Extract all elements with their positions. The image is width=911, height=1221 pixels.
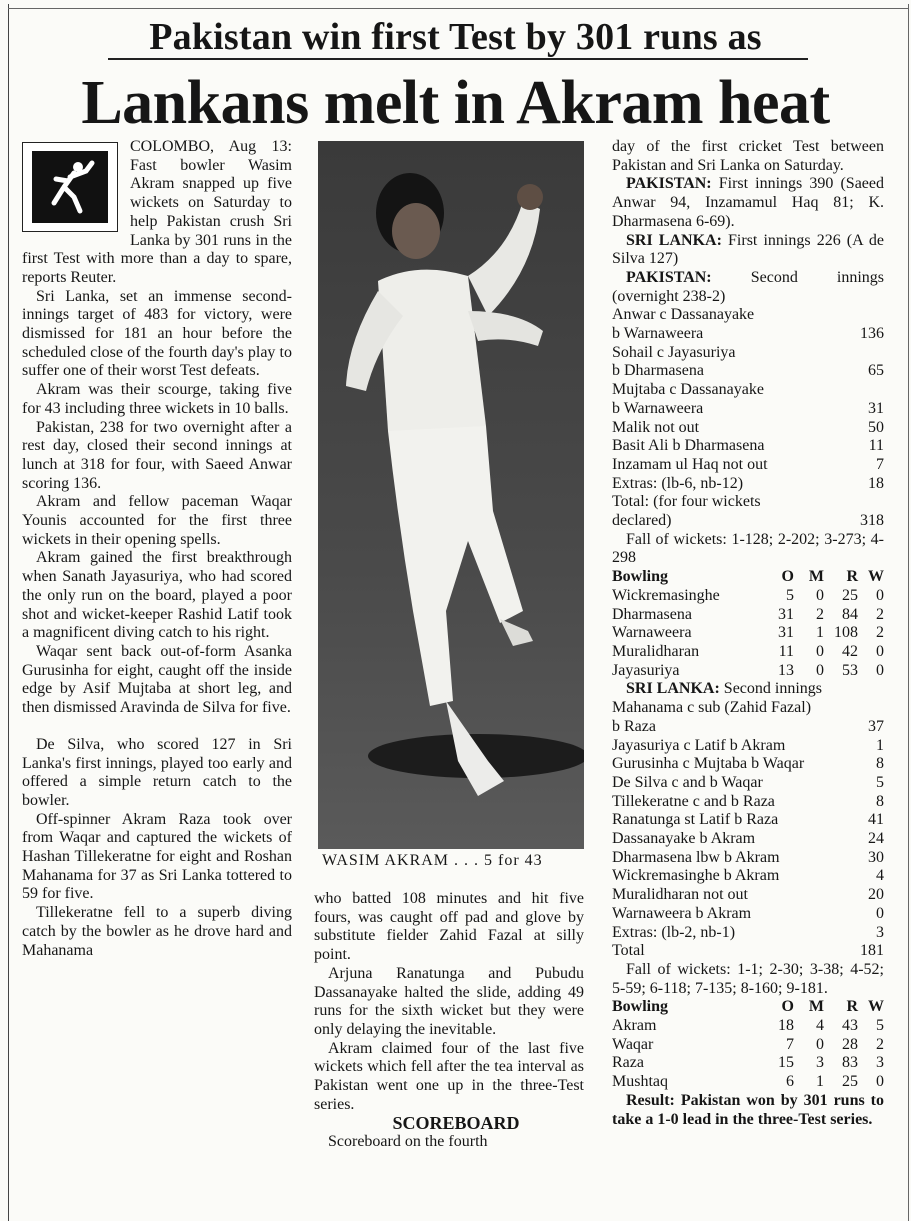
batsman-runs: 7 [876,455,884,473]
batsman-dismissal: Jayasuriya c Latif b Akram [612,736,786,754]
bowling-figure: 15 [778,1054,794,1072]
batsman-runs: 24 [868,830,884,848]
bowling-figure: 83 [842,1054,858,1072]
paragraph-11: who batted 108 minutes and hit five fours, was caught off pad and glove by substitute fielder Zahid Fazal at silly point. [314,890,584,964]
batsman-runs: 0 [876,904,884,922]
team-label: SRI LANKA: [626,680,720,698]
bowling-figure: 0 [816,586,824,604]
bowling-figure: 4 [816,1017,824,1035]
batting-row [612,942,884,961]
batsman-runs: 8 [876,755,884,773]
kicker-underline [108,58,808,60]
batsman-runs: 37 [868,717,884,735]
main-headline: Lankans melt in Akram heat [81,69,830,137]
batting-row [612,755,884,774]
srilanka-first-innings [612,232,884,269]
batsman-dismissal: Malik not out [612,418,700,436]
batting-row [612,699,884,718]
bowling-column-header: M [808,998,824,1016]
bowling-figure: 7 [786,1035,794,1053]
bowling-row [612,587,884,606]
bowling-row [612,662,884,681]
bowling-figure: 84 [842,605,858,623]
batsman-dismissal: Total: (for four wickets [612,493,761,511]
batsman-dismissal: Mujtaba c Dassanayake [612,381,764,399]
batsman-dismissal: Extras: (lb-2, nb-1) [612,923,736,941]
batsman-dismissal: Mahanama c sub (Zahid Fazal) [612,699,812,717]
bowling-figure: 11 [778,642,794,660]
paragraph-12: Arjuna Ranatunga and Pubudu Dassanayake halted the slide, adding 49 runs for the sixth wicket but they were only delaying the inevitable. [314,964,584,1038]
paragraph-4: Pakistan, 238 for two overnight after a rest day, closed their second innings at lunch at 318 for four, with Saeed Anwar scoring 136. [22,418,292,492]
pakistan-batting-list [612,306,884,530]
bowling-row [612,606,884,625]
batting-row [612,811,884,830]
right-column-rule [908,4,909,1221]
batsman-runs: 31 [868,399,884,417]
pakistan-first-innings [612,175,884,231]
bowler-name: Dharmasena [612,605,692,623]
paragraph-13: Akram claimed four of the last five wickets which fell after the tea interval as Pakistan went one up in the three-Test series. [314,1039,584,1113]
batting-row [612,437,884,456]
batting-row [612,419,884,438]
srilanka-fall-of-wickets: Fall of wickets: 1-1; 2-30; 3-38; 4-52; 5-59; 6-118; 7-135; 8-160; 9-181. [612,960,884,997]
bowling-figure: 31 [778,605,794,623]
batting-row [612,456,884,475]
bowler-name: Mushtaq [612,1073,668,1091]
batting-row [612,849,884,868]
bowling-figure: 42 [842,642,858,660]
bowling-figure: 25 [842,1073,858,1091]
batsman-runs: 65 [868,362,884,380]
paragraph-6: Akram gained the first breakthrough when Sanath Jayasuriya, who had scored the only run on the board, played a poor shot and wicket-keeper Rashid Latif took a magnificent diving catch to his right. [22,549,292,642]
batsman-runs: 18 [868,474,884,492]
bowler-name: Warnaweera [612,624,692,642]
srilanka-second-innings [612,680,884,699]
bowling-figure: 2 [876,605,884,623]
bowling-figure: 0 [876,586,884,604]
batsman-dismissal: b Warnaweera [612,399,704,417]
bowling-figure: 3 [876,1054,884,1072]
scoreboard-intro: day of the first cricket Test between Pakistan and Sri Lanka on Saturday. [612,138,884,174]
bowling-figure: 43 [842,1017,858,1035]
batsman-runs: 30 [868,848,884,866]
batting-row [612,793,884,812]
batsman-dismissal: Sohail c Jayasuriya [612,343,736,361]
paragraph-10: Tillekeratne fell to a superb diving catch by the bowler as he drove hard and Mahanama [22,904,292,959]
kicker-headline: Pakistan win first Test by 301 runs as [149,16,762,58]
scoreboard-heading: SCOREBOARD [392,1113,520,1134]
batsman-dismissal: Wickremasinghe b Akram [612,867,780,885]
bowling-row [612,1073,884,1092]
batsman-runs: 41 [868,811,884,829]
batsman-dismissal: De Silva c and b Waqar [612,773,763,791]
bowling-figure: 0 [876,642,884,660]
innings-summary: Second innings (overnight 238-2) [612,268,885,305]
bowling-column-header: Bowling [612,998,669,1016]
bowling-figure: 2 [876,624,884,642]
bowling-column-header: O [781,998,794,1016]
batting-row [612,830,884,849]
batting-row [612,381,884,400]
bowling-figure: 0 [876,1073,884,1091]
bowling-row [612,1036,884,1055]
batsman-runs: 181 [860,942,884,960]
paragraph-8: De Silva, who scored 127 in Sri Lanka's first innings, played too early and offered a simple return catch to the bowler. [22,735,292,809]
left-column-rule [8,4,9,1221]
bowling-figure: 3 [816,1054,824,1072]
bowler-name: Jayasuriya [612,661,680,679]
batting-row [612,774,884,793]
paragraph-9: Off-spinner Akram Raza took over from Waqar and captured the wickets of Hashan Tillekeratne for eight and Roshan Mahanama for 37 as Sri Lanka tottered to 59 for five. [22,810,292,903]
batsman-dismissal: Gurusinha c Mujtaba b Waqar [612,755,805,773]
batting-row [612,737,884,756]
cricket-bowler-icon [22,142,118,232]
batsman-dismissal: b Warnaweera [612,325,704,343]
pakistan-bowling-table [612,1017,884,1092]
article-column-2 [314,890,584,1152]
batting-row [612,344,884,363]
bowling-figure: 0 [816,661,824,679]
bowling-column-header: Bowling [612,568,669,586]
batsman-runs: 318 [860,512,884,530]
bowling-row [612,1017,884,1036]
batting-row [612,362,884,381]
batting-row [612,400,884,419]
bowler-name: Waqar [612,1035,654,1053]
bowling-figure: 5 [876,1017,884,1035]
batsman-runs: 8 [876,792,884,810]
pakistan-second-innings [612,269,884,306]
paragraph-14: Scoreboard on the fourth [328,1133,488,1151]
team-label: PAKISTAN: [626,175,712,193]
batting-row [612,718,884,737]
batsman-runs: 4 [876,867,884,885]
batsman-runs: 5 [876,773,884,791]
batsman-dismissal: Tillekeratne c and b Raza [612,792,775,810]
bowling-column-header: M [808,568,824,586]
batsman-dismissal: Anwar c Dassanayake [612,306,755,324]
scoreboard-column [612,138,884,1129]
bowling-column-header: R [846,568,858,586]
bowling-header [612,998,884,1017]
innings-summary: First innings 226 (A de Silva 127) [612,231,885,268]
batsman-dismissal: declared) [612,512,672,530]
bowling-figure: 13 [778,661,794,679]
bowling-figure: 53 [842,661,858,679]
bowling-figure: 0 [816,1035,824,1053]
bowling-figure: 18 [778,1017,794,1035]
bowling-row [612,1054,884,1073]
batting-row [612,512,884,531]
paragraph-7: Waqar sent back out-of-form Asanka Gurusinha for eight, caught off the inside edge by Asif Mujtaba at short leg, and then dismissed Aravinda de Silva for five. [22,642,292,717]
srilanka-bowling-table [612,587,884,681]
bowling-header [612,568,884,587]
bowling-figure: 1 [816,624,824,642]
batsman-runs: 3 [876,923,884,941]
pakistan-fall-of-wickets: Fall of wickets: 1-128; 2-202; 3-273; 4-298 [612,530,884,567]
bowling-figure: 2 [876,1035,884,1053]
bowling-figure: 2 [816,605,824,623]
bowling-figure: 0 [816,642,824,660]
bowler-name: Akram [612,1017,657,1035]
innings-summary: Second innings [723,680,823,698]
batting-row [612,306,884,325]
srilanka-batting-list [612,699,884,961]
bowler-photo [318,141,584,849]
bowling-figure: 28 [842,1035,858,1053]
article-column-1 [22,138,292,960]
bowler-name: Wickremasinghe [612,586,720,604]
top-rule [8,8,909,9]
batsman-dismissal: b Dharmasena [612,362,704,380]
bowler-name: Muralidharan [612,642,700,660]
batsman-dismissal: Ranatunga st Latif b Raza [612,811,779,829]
paragraph-1: COLOMBO, Aug 13: Fast bowler Wasim Akram snapped up five wickets on Saturday to help Pakistan crush Sri Lanka by 301 runs in the first Test with more than a day to spare, reports Reuter. [22,138,292,286]
batsman-dismissal: Dharmasena lbw b Akram [612,848,780,866]
batting-row [612,924,884,943]
batsman-dismissal: Muralidharan not out [612,886,748,904]
batting-row [612,493,884,512]
bowling-row [612,624,884,643]
bowling-figure: 6 [786,1073,794,1091]
batting-row [612,886,884,905]
batsman-dismissal: Basit Ali b Dharmasena [612,437,765,455]
bowling-column-header: R [846,998,858,1016]
paragraph-3: Akram was their scourge, taking five for 43 including three wickets in 10 balls. [22,381,292,417]
batting-row [612,867,884,886]
bowling-column-header: W [868,568,884,586]
batsman-runs: 136 [860,325,884,343]
bowling-figure: 1 [816,1073,824,1091]
batsman-dismissal: Total [612,942,645,960]
batsman-dismissal: Warnaweera b Akram [612,904,752,922]
batsman-dismissal: Extras: (lb-6, nb-12) [612,474,744,492]
team-label: PAKISTAN: [626,268,712,286]
batsman-dismissal: Inzamam ul Haq not out [612,455,768,473]
bowling-figure: 0 [876,661,884,679]
team-label: SRI LANKA: [626,231,722,249]
bowling-column-header: W [868,998,884,1016]
bowling-column-header: O [781,568,794,586]
bowling-figure: 31 [778,624,794,642]
batsman-dismissal: b Raza [612,717,656,735]
batsman-runs: 1 [876,736,884,754]
bowling-figure: 25 [842,586,858,604]
batting-row [612,325,884,344]
bowling-row [612,643,884,662]
batsman-dismissal: Dassanayake b Akram [612,830,756,848]
batting-row [612,905,884,924]
batsman-runs: 20 [868,886,884,904]
batsman-runs: 11 [868,437,884,455]
paragraph-2: Sri Lanka, set an immense second-innings target of 483 for victory, were dismissed for 181 an hour before the scheduled close of the fourth day's play to suffer one of their worst Test defeats. [22,287,292,380]
batting-row [612,475,884,494]
photo-caption: WASIM AKRAM . . . 5 for 43 [322,852,543,869]
bowling-figure: 108 [834,624,858,642]
bowler-name: Raza [612,1054,644,1072]
bowling-figure: 5 [786,586,794,604]
paragraph-5: Akram and fellow paceman Waqar Younis accounted for the first three wickets in their opening spells. [22,493,292,548]
innings-summary: First innings 390 (Saeed Anwar 94, Inzamamul Haq 81; K. Dharmasena 6-69). [612,175,884,230]
match-result: Result: Pakistan won by 301 runs to take a 1-0 lead in the three-Test series. [612,1091,884,1128]
batsman-runs: 50 [868,418,884,436]
